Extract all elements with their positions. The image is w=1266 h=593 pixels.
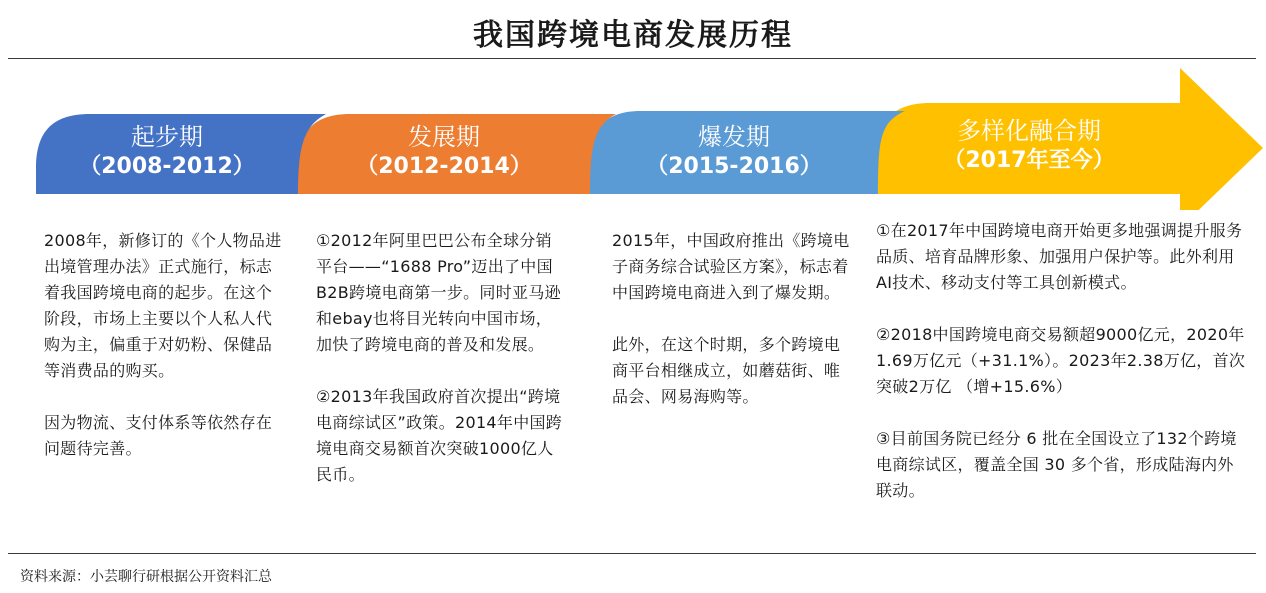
stage-1-name: 起步期: [131, 123, 203, 151]
stage-2-name: 发展期: [408, 123, 480, 151]
stage-2-paragraph-2: ②2013年我国政府首次提出“跨境电商综试区”政策。2014年中国跨境电商交易额首次突破1000亿人民币。: [316, 387, 563, 484]
stage-3-years: （2015-2016）: [646, 154, 822, 179]
stage-2-years: （2012-2014）: [356, 154, 532, 179]
stage-1-paragraph-2: 因为物流、支付体系等依然存在问题待完善。: [44, 413, 273, 458]
stage-2-paragraph-1: ①2012年阿里巴巴公布全球分销平台——“1688 Pro”迈出了中国B2B跨境电商第一步。同时亚马逊和ebay也将目光转向中国市场，加快了跨境电商的普及和发展。: [316, 231, 561, 354]
stage-1-paragraph-1: 2008年，新修订的《个人物品进出境管理办法》正式施行，标志着我国跨境电商的起步。在这个阶段，市场上主要以个人私人代购为主，偏重于对奶粉、保健品等消费品的购买。: [44, 231, 282, 380]
stage-4-years: （2017年至今）: [943, 148, 1115, 173]
stage-4-paragraph-3: ③目前国务院已经分 6 批在全国设立了132个跨境电商综试区，覆盖全国 30 多个省，形成陆海内外联动。: [876, 429, 1237, 500]
stage-4-paragraph-1: ①在2017年中国跨境电商开始更多地强调提升服务品质、培育品牌形象、加强用户保护等。此外利用AI技术、移动支付等工具创新模式。: [876, 221, 1243, 292]
stage-4-name: 多样化融合期: [957, 117, 1101, 145]
stage-4-description: [876, 218, 1248, 504]
footer-divider: [8, 553, 1256, 554]
stage-1-years: （2008-2012）: [79, 154, 255, 179]
source-note: 资料来源：小芸聊行研根据公开资料汇总: [20, 569, 272, 585]
stage-4-paragraph-2: ②2018中国跨境电商交易额超9000亿元，2020年1.69万亿元（+31.1%）。2023年2.38万亿，首次突破2万亿 （增+15.6%）: [876, 325, 1246, 396]
stage-2-description: [316, 228, 568, 488]
stage-3-paragraph-2: 此外，在这个时期，多个跨境电商平台相继成立，如蘑菇街、唯品会、网易海购等。: [612, 335, 841, 406]
stage-3-header: [590, 122, 878, 182]
stage-1-description: [44, 228, 284, 462]
stage-2-header: [298, 122, 590, 182]
stage-3-description: [612, 228, 856, 410]
page-title: 我国跨境电商发展历程: [473, 18, 793, 53]
stage-3-paragraph-1: 2015年，中国政府推出《跨境电子商务综合试验区方案》，标志着中国跨境电商进入到了爆发期。: [612, 231, 850, 302]
stage-1-header: [36, 122, 298, 182]
stage-4-header: [878, 116, 1180, 176]
stage-3-name: 爆发期: [698, 123, 770, 151]
